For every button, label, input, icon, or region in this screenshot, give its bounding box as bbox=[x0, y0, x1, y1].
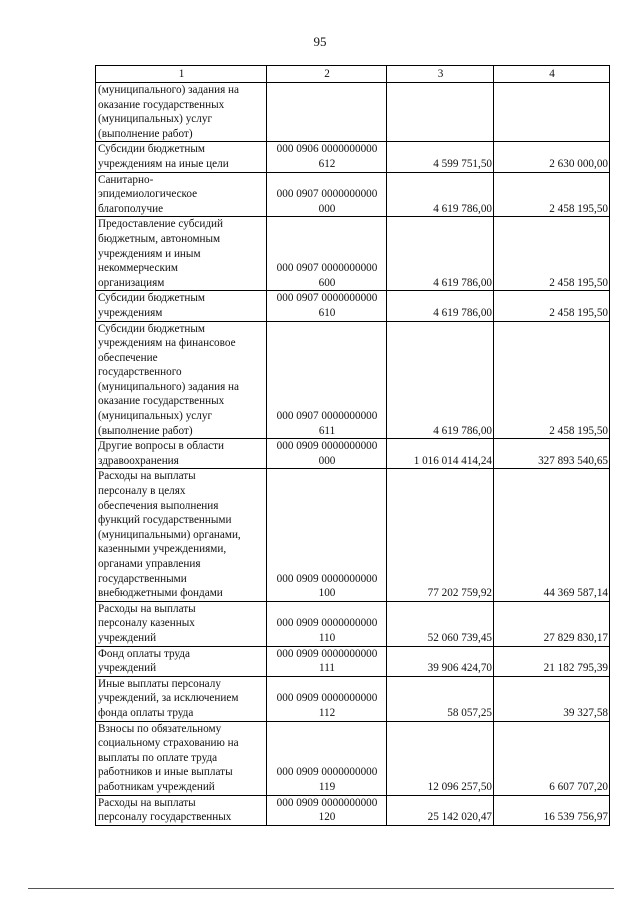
table-row bbox=[96, 601, 610, 646]
table-row bbox=[96, 646, 610, 676]
row-name-cell: Другие вопросы в области здравоохранения bbox=[96, 439, 267, 469]
row-value-col4: 2 458 195,50 bbox=[494, 291, 610, 321]
row-name-cell: Взносы по обязательному социальному страхованию на выплаты по оплате труда работников и иные выплаты работникам учреждений bbox=[96, 721, 267, 795]
row-value-col4: 27 829 830,17 bbox=[494, 601, 610, 646]
row-name-cell: Субсидии бюджетным учреждениям на финансовое обеспечение государственного (муниципального) задания на оказание государственных (муниципальных) услуг (выполнение работ) bbox=[96, 321, 267, 439]
row-code-cell: 000 0909 0000000000 110 bbox=[267, 601, 387, 646]
column-header-1: 1 bbox=[96, 66, 267, 83]
row-value-col4: 6 607 707,20 bbox=[494, 721, 610, 795]
table-row bbox=[96, 291, 610, 321]
page-number: 95 bbox=[313, 34, 327, 49]
column-header-4: 4 bbox=[494, 66, 610, 83]
table-row bbox=[96, 172, 610, 217]
row-value-col4 bbox=[494, 83, 610, 142]
row-name-cell: Расходы на выплаты персоналу казенных учреждений bbox=[96, 601, 267, 646]
row-value-col4: 21 182 795,39 bbox=[494, 646, 610, 676]
row-code-cell: 000 0909 0000000000 000 bbox=[267, 439, 387, 469]
row-code-cell: 000 0909 0000000000 120 bbox=[267, 795, 387, 825]
row-name-cell: Субсидии бюджетным учреждениям на иные цели bbox=[96, 142, 267, 172]
table-row bbox=[96, 721, 610, 795]
row-value-col3: 77 202 759,92 bbox=[387, 469, 494, 601]
row-value-col3: 52 060 739,45 bbox=[387, 601, 494, 646]
row-name-cell: Расходы на выплаты персоналу государственных bbox=[96, 795, 267, 825]
table-row bbox=[96, 469, 610, 601]
row-value-col4: 2 458 195,50 bbox=[494, 172, 610, 217]
row-code-cell: 000 0909 0000000000 119 bbox=[267, 721, 387, 795]
row-code-cell: 000 0909 0000000000 112 bbox=[267, 676, 387, 721]
row-name-cell: Иные выплаты персоналу учреждений, за исключением фонда оплаты труда bbox=[96, 676, 267, 721]
row-code-cell: 000 0907 0000000000 000 bbox=[267, 172, 387, 217]
table-header-row bbox=[96, 66, 610, 83]
row-value-col3: 4 619 786,00 bbox=[387, 321, 494, 439]
row-code-cell bbox=[267, 83, 387, 142]
row-value-col3: 4 599 751,50 bbox=[387, 142, 494, 172]
column-header-3: 3 bbox=[387, 66, 494, 83]
row-name-cell: Предоставление субсидий бюджетным, автономным учреждениям и иным некоммерческим организациям bbox=[96, 217, 267, 291]
budget-table bbox=[95, 65, 610, 826]
row-value-col3: 4 619 786,00 bbox=[387, 291, 494, 321]
row-value-col3: 4 619 786,00 bbox=[387, 217, 494, 291]
row-value-col3: 1 016 014 414,24 bbox=[387, 439, 494, 469]
row-value-col3: 58 057,25 bbox=[387, 676, 494, 721]
table-row bbox=[96, 676, 610, 721]
table-row bbox=[96, 795, 610, 825]
table-row bbox=[96, 321, 610, 439]
row-value-col4: 39 327,58 bbox=[494, 676, 610, 721]
row-code-cell: 000 0907 0000000000 600 bbox=[267, 217, 387, 291]
row-name-cell: Расходы на выплаты персоналу в целях обеспечения выполнения функций государственными (муниципальными) органами, казенными учреждениями, органами управления государственными внебюджетными фондами bbox=[96, 469, 267, 601]
column-header-2: 2 bbox=[267, 66, 387, 83]
row-name-cell: (муниципального) задания на оказание государственных (муниципальных) услуг (выполнение работ) bbox=[96, 83, 267, 142]
page-bottom-rule bbox=[28, 888, 614, 889]
row-value-col4: 44 369 587,14 bbox=[494, 469, 610, 601]
row-code-cell: 000 0907 0000000000 611 bbox=[267, 321, 387, 439]
row-value-col4: 2 458 195,50 bbox=[494, 321, 610, 439]
row-code-cell: 000 0906 0000000000 612 bbox=[267, 142, 387, 172]
table-body bbox=[96, 83, 610, 826]
table-row bbox=[96, 83, 610, 142]
row-value-col3: 39 906 424,70 bbox=[387, 646, 494, 676]
table-row bbox=[96, 217, 610, 291]
row-name-cell: Санитарно- эпидемиологическое благополучие bbox=[96, 172, 267, 217]
row-code-cell: 000 0907 0000000000 610 bbox=[267, 291, 387, 321]
row-value-col4: 2 630 000,00 bbox=[494, 142, 610, 172]
row-code-cell: 000 0909 0000000000 100 bbox=[267, 469, 387, 601]
table-row bbox=[96, 439, 610, 469]
row-code-cell: 000 0909 0000000000 111 bbox=[267, 646, 387, 676]
row-name-cell: Фонд оплаты труда учреждений bbox=[96, 646, 267, 676]
row-value-col4: 16 539 756,97 bbox=[494, 795, 610, 825]
row-value-col4: 327 893 540,65 bbox=[494, 439, 610, 469]
row-value-col3: 12 096 257,50 bbox=[387, 721, 494, 795]
table-row bbox=[96, 142, 610, 172]
row-value-col3: 4 619 786,00 bbox=[387, 172, 494, 217]
row-value-col3 bbox=[387, 83, 494, 142]
row-name-cell: Субсидии бюджетным учреждениям bbox=[96, 291, 267, 321]
row-value-col4: 2 458 195,50 bbox=[494, 217, 610, 291]
row-value-col3: 25 142 020,47 bbox=[387, 795, 494, 825]
